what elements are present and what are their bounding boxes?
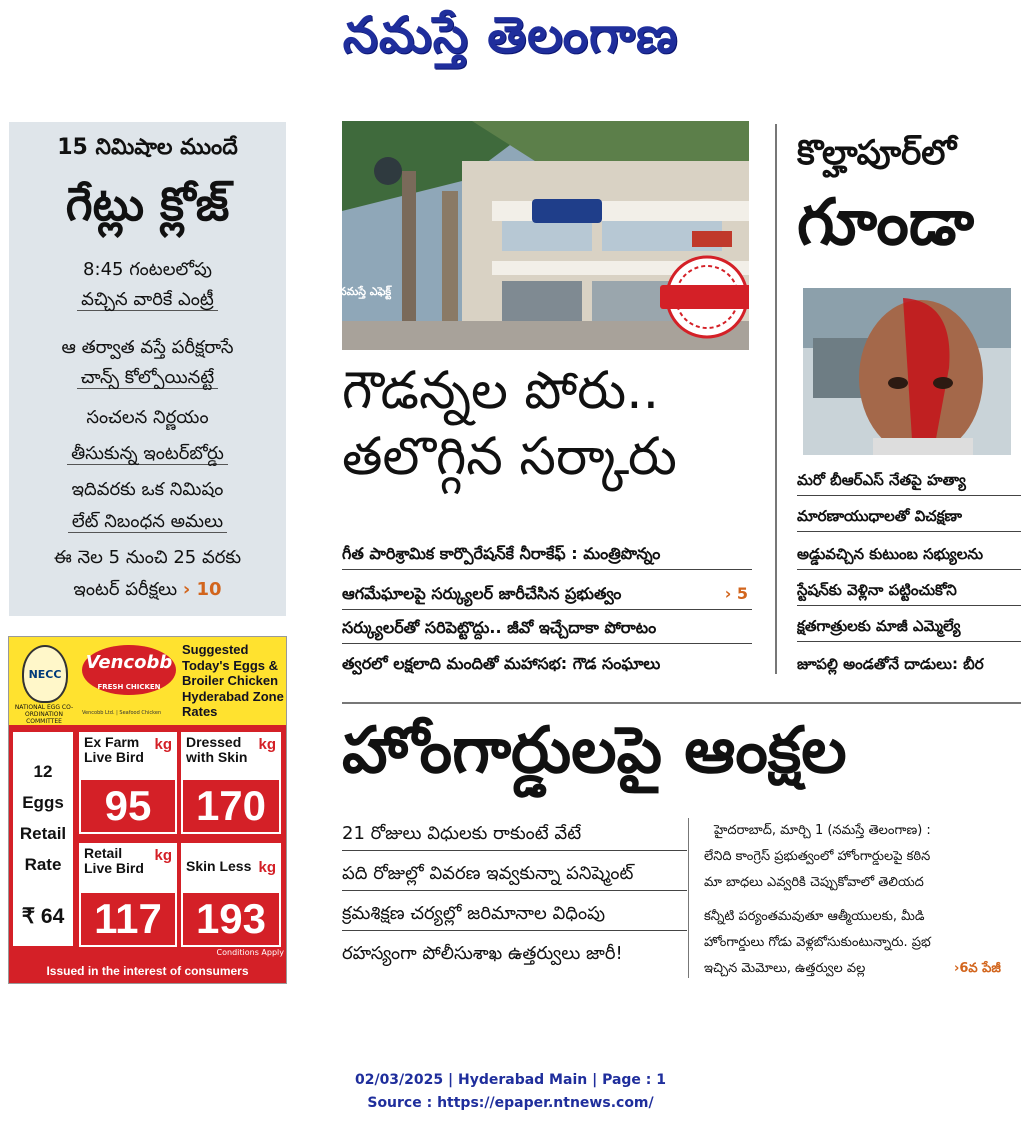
left-story-line: ఆ తర్వాత వస్తే పరీక్షరాసే bbox=[61, 337, 234, 358]
eggs-rate-label: 12 Eggs Retail Rate bbox=[19, 762, 67, 874]
bottom-story-body-line: హోంగార్డులు గోడు వెళ్లబోసుకుంటున్నారు. ప్రభ bbox=[704, 935, 931, 950]
bottom-story-line: రహస్యంగా పోలీసుశాఖ ఉత్తర్వులు జారీ! bbox=[342, 943, 623, 964]
center-story-line-with-ref bbox=[342, 584, 752, 610]
bottom-story-body-text: ఇచ్చిన మెమోలు, ఉత్తర్వుల వల్ల bbox=[704, 961, 866, 976]
bottom-story-body-line: హైదరాబాద్, మార్చి 1 (నమస్తే తెలంగాణ) : bbox=[714, 823, 931, 838]
rate-cell-label: Skin Less bbox=[186, 858, 252, 874]
right-story-line: క్షతగాత్రులకు మాజీ ఎమ్మెల్యే bbox=[797, 616, 1021, 642]
injured-leader-photo bbox=[803, 288, 1011, 455]
bottom-story-body-line: మా బాధలు ఎవ్వరికి చెప్పుకోవాలో తెలియద bbox=[704, 875, 924, 890]
section-divider bbox=[342, 702, 1021, 704]
center-story-line: గీత పారిశ్రామిక కార్పొరేషన్‌కే నీరాకేఫ్ : మంత్రిపొన్నం bbox=[342, 544, 752, 570]
ad-conditions: Conditions Apply bbox=[216, 948, 284, 957]
source-link[interactable]: Source : https://epaper.ntnews.com/ bbox=[367, 1095, 654, 1111]
left-story-line: సంచలన నిర్ణయం bbox=[86, 407, 209, 428]
rate-cell-label: Dressed with Skin bbox=[186, 734, 248, 765]
column-divider bbox=[688, 818, 689, 978]
edition-info: 02/03/2025 | Hyderabad Main | Page : 1 bbox=[354, 1072, 667, 1088]
vencobb-subtitle: FRESH CHICKEN bbox=[97, 683, 161, 691]
left-story-line: తీసుకున్న ఇంటర్‌బోర్డు bbox=[9, 440, 286, 468]
left-story-last-text: ఇంటర్ పరీక్షలు bbox=[73, 579, 178, 600]
rate-cell-label: Retail Live Bird bbox=[84, 845, 144, 876]
center-story-line: త్వరలో లక్షలాది మందితో మహాసభ: గౌడ సంఘాలు bbox=[342, 654, 661, 673]
rate-cell-retail bbox=[79, 843, 177, 947]
left-story-line: 8:45 గంటలలోపు bbox=[83, 259, 212, 280]
namaste-effect-badge: నమస్తే ఎఫెక్ట్ bbox=[338, 285, 392, 298]
newspaper-masthead: నమస్తే తెలంగాణ bbox=[342, 6, 679, 64]
right-story-line: మారణాయుధాలతో విచక్షణా bbox=[797, 506, 1021, 532]
right-story-line: అడ్డువచ్చిన కుటుంబ సభ్యులను bbox=[797, 544, 1021, 570]
eggs-rate-price: ₹ 64 bbox=[21, 905, 65, 928]
vencobb-tagline: Vencobb Ltd. | Seafood Chicken bbox=[82, 710, 162, 716]
right-story-kicker: కొల్హాపూర్‌లో bbox=[797, 133, 957, 173]
ad-suggested-rates-title: Suggested Today's Eggs & Broiler Chicken Hyderabad Zone Rates bbox=[182, 642, 284, 719]
necc-logo: NECC bbox=[22, 645, 68, 703]
column-divider bbox=[775, 124, 777, 674]
rate-cell-ex-farm bbox=[79, 732, 177, 834]
right-story-line: మరో బీఆర్‌ఎస్ నేతపై హత్యా bbox=[797, 470, 1021, 496]
rate-cell-dressed bbox=[181, 732, 281, 834]
center-story-line: సర్క్యులర్‌తో సరిపెట్టొద్దు.. జీవో ఇచ్చేదాకా పోరాటం bbox=[342, 618, 752, 644]
rate-cell-value: 170 bbox=[183, 780, 279, 832]
center-story-headline bbox=[342, 358, 752, 490]
neera-cafe-photo bbox=[342, 121, 749, 350]
right-story-line: జూపల్లి అండతోనే దాడులు: బీర bbox=[797, 655, 984, 673]
rate-unit: kg bbox=[258, 859, 276, 876]
bottom-story-line: పది రోజుల్లో వివరణ ఇవ్వకున్నా పనిష్మెంట్ bbox=[342, 862, 687, 891]
rate-unit: kg bbox=[154, 736, 172, 753]
left-story-headline: గేట్లు క్లోజ్ bbox=[65, 177, 230, 231]
necc-full-name: NATIONAL EGG CO-ORDINATION COMMITTEE bbox=[14, 704, 74, 725]
rate-cell-value: 117 bbox=[81, 893, 175, 945]
rate-cell-label: Ex Farm Live Bird bbox=[84, 734, 144, 765]
left-story-line: ఈ నెల 5 నుంచి 25 వరకు bbox=[53, 547, 242, 568]
left-story-line: వచ్చిన వారికే ఎంట్రీ bbox=[9, 286, 286, 314]
rate-unit: kg bbox=[154, 847, 172, 864]
center-story-line-text: ఆగమేఘాలపై సర్క్యులర్ జారీచేసిన ప్రభుత్వం bbox=[342, 584, 622, 603]
page-reference-link[interactable]: ›6వ పేజీ bbox=[954, 961, 1001, 976]
ad-issued-note: Issued in the interest of consumers bbox=[46, 964, 249, 978]
page-reference-link[interactable]: › 5 bbox=[724, 584, 748, 603]
bottom-story-body-line-last bbox=[704, 960, 1021, 978]
page-reference-link[interactable]: › 10 bbox=[182, 579, 222, 600]
left-story-line: లేట్ నిబంధన అమలు bbox=[9, 508, 286, 536]
left-story-line: చాన్స్ కోల్పోయినట్టే bbox=[9, 364, 286, 392]
left-story-last-line bbox=[9, 576, 286, 604]
center-headline-line-2: తలొగ్గిన సర్కారు bbox=[342, 427, 677, 487]
right-story-line: స్టేషన్‌కు వెళ్లినా పట్టించుకోని bbox=[797, 580, 1021, 606]
center-headline-line-1: గౌడన్నల పోరు.. bbox=[342, 361, 660, 421]
bottom-story-body-line: కన్నీటి పర్యంతమవుతూ ఆత్మీయులకు, మీడి bbox=[704, 909, 925, 924]
rate-cell-skinless bbox=[181, 843, 281, 947]
bottom-story-headline: హోంగార్డులపై ఆంక్షల bbox=[342, 714, 847, 788]
bottom-story-line: 21 రోజులు విధులకు రాకుంటే వేటే bbox=[342, 822, 687, 851]
rate-unit: kg bbox=[258, 736, 276, 753]
rate-cell-value: 95 bbox=[81, 780, 175, 832]
left-story-line: ఇదివరకు ఒక నిమిషం bbox=[71, 479, 224, 500]
bottom-story-body-line: లేనిది కాంగ్రెస్ ప్రభుత్వంలో హోంగార్డులపై కఠిన bbox=[704, 849, 931, 864]
bottom-story-line: క్రమశిక్షణ చర్యల్లో జరిమానాల విధింపు bbox=[342, 902, 687, 931]
rate-cell-value: 193 bbox=[183, 893, 279, 945]
vencobb-logo: Vencobb bbox=[82, 645, 176, 695]
right-story-headline: గూండా bbox=[797, 186, 975, 260]
left-story-kicker: 15 నిమిషాల ముందే bbox=[57, 135, 238, 160]
